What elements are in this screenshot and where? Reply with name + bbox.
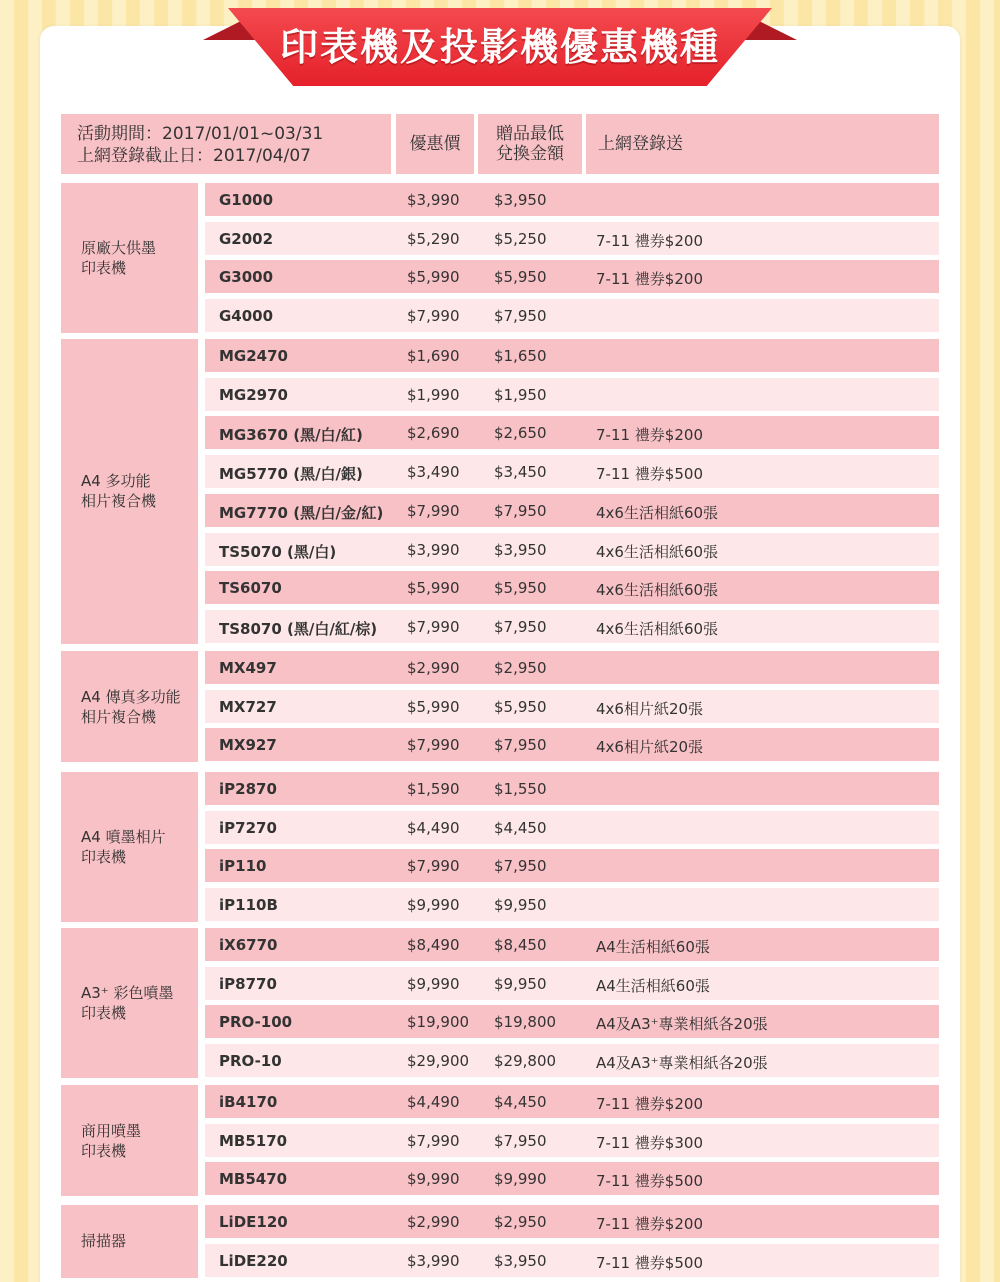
table-row: [205, 690, 939, 723]
gift-cell: 4x6相片紙20張: [596, 738, 704, 757]
gift-cell: 7-11 禮券$200: [596, 1215, 703, 1233]
model-cell: MG2970: [219, 385, 288, 404]
category-line1: 原廠大供墨: [81, 239, 157, 258]
model-cell: iP8770: [219, 974, 277, 993]
table-row: [205, 533, 939, 566]
table-row: [205, 888, 939, 921]
table-row: [205, 378, 939, 411]
gift-cell: A4生活相紙60張: [596, 938, 710, 956]
table-row: [205, 1162, 939, 1195]
model-cell: TS5070 (黑/白): [219, 542, 337, 561]
gift-cell: 7-11 禮券$500: [596, 465, 703, 484]
model-cell: iP110B: [219, 896, 278, 915]
model-cell: LiDE220: [219, 1251, 288, 1270]
table-row: [205, 849, 939, 882]
min-amount-cell: $3,950: [494, 1251, 547, 1270]
table-row: [205, 1124, 939, 1157]
min-amount-cell: $1,650: [494, 347, 547, 365]
model-cell: TS8070 (黑/白/紅/棕): [219, 619, 378, 638]
category-label: [61, 928, 198, 1078]
min-amount-cell: $9,950: [494, 974, 547, 993]
model-cell: MX927: [219, 736, 277, 755]
model-cell: iP7270: [219, 818, 277, 837]
table-row: [205, 928, 939, 961]
gift-cell: 4x6生活相紙60張: [596, 581, 719, 600]
header-price: 優惠價: [396, 114, 474, 174]
table-row: [205, 339, 939, 372]
category-line1: A4 噴墨相片: [81, 828, 166, 847]
price-cell: $3,990: [407, 540, 460, 559]
price-cell: $5,990: [407, 579, 460, 598]
category-line1: 商用噴墨: [81, 1121, 142, 1140]
min-amount-cell: $2,650: [494, 424, 547, 443]
gift-cell: 7-11 禮券$500: [596, 1253, 703, 1272]
category-line1: A4 傳真多功能: [81, 687, 181, 706]
category-line2: 相片複合機: [81, 707, 157, 726]
model-cell: MX727: [219, 697, 277, 716]
price-cell: $9,990: [407, 896, 460, 915]
price-cell: $4,490: [407, 818, 460, 837]
min-amount-cell: $4,450: [494, 818, 547, 837]
category-line2: 印表機: [81, 1141, 127, 1160]
table-row: [205, 811, 939, 844]
price-cell: $2,690: [407, 424, 460, 443]
price-cell: $7,990: [407, 736, 460, 755]
model-cell: iP2870: [219, 780, 277, 798]
price-cell: $3,990: [407, 191, 460, 209]
table-row: [205, 260, 939, 293]
model-cell: TS6070: [219, 579, 282, 598]
table-row: [205, 1205, 939, 1238]
category-line1: A4 多功能: [81, 472, 151, 491]
price-cell: $29,900: [407, 1052, 470, 1071]
price-cell: $7,990: [407, 617, 460, 636]
model-cell: MG3670 (黑/白/紅): [219, 426, 363, 445]
model-cell: PRO-10: [219, 1052, 282, 1071]
min-amount-cell: $2,950: [494, 659, 547, 677]
price-cell: $5,290: [407, 229, 460, 248]
model-cell: iP110: [219, 857, 267, 876]
price-cell: $7,990: [407, 501, 460, 520]
header-gift: 上網登錄送: [586, 114, 939, 174]
price-cell: $2,990: [407, 659, 460, 677]
price-cell: $3,990: [407, 1251, 460, 1270]
table-row: [205, 1005, 939, 1038]
campaign-period: [61, 114, 391, 174]
table-row: [205, 571, 939, 604]
category-label: [61, 183, 198, 333]
price-cell: $7,990: [407, 1131, 460, 1150]
price-cell: $8,490: [407, 936, 460, 954]
gift-cell: A4及A3⁺專業相紙各20張: [596, 1015, 768, 1034]
price-cell: $7,990: [407, 857, 460, 876]
gift-cell: 7-11 禮券$200: [596, 231, 703, 250]
page-title: 印表機及投影機優惠機種: [279, 25, 720, 69]
min-amount-cell: $3,950: [494, 540, 547, 559]
model-cell: G4000: [219, 307, 274, 326]
min-amount-cell: $9,950: [494, 896, 547, 915]
gift-cell: A4及A3⁺專業相紙各20張: [596, 1054, 768, 1073]
header-min-line1: 贈品最低: [496, 124, 564, 144]
model-cell: iX6770: [219, 936, 278, 954]
gift-cell: 4x6生活相紙60張: [596, 619, 719, 638]
gift-cell: 4x6生活相紙60張: [596, 542, 719, 561]
min-amount-cell: $5,950: [494, 579, 547, 598]
table-row: [205, 494, 939, 527]
category-line2: 相片複合機: [81, 492, 157, 511]
category-label: [61, 339, 198, 644]
min-amount-cell: $5,950: [494, 697, 547, 716]
category-line1: 掃描器: [81, 1232, 127, 1251]
category-label: [61, 1205, 198, 1278]
category-line2: 印表機: [81, 259, 127, 278]
category-label: [61, 772, 198, 922]
header-min-line2: 兌換金額: [496, 144, 564, 164]
table-row: [205, 772, 939, 805]
min-amount-cell: $29,800: [494, 1052, 557, 1071]
price-cell: $19,900: [407, 1013, 470, 1032]
category-line1: A3⁺ 彩色噴墨: [81, 984, 174, 1003]
model-cell: MG5770 (黑/白/銀): [219, 465, 363, 484]
table-row: [205, 1085, 939, 1118]
gift-cell: 7-11 禮券$200: [596, 426, 703, 445]
gift-cell: 7-11 禮券$200: [596, 270, 703, 289]
table-row: [205, 299, 939, 332]
min-amount-cell: $9,990: [494, 1170, 547, 1189]
min-amount-cell: $2,950: [494, 1213, 547, 1231]
table-row: [205, 1244, 939, 1277]
model-cell: PRO-100: [219, 1013, 293, 1032]
model-cell: MG7770 (黑/白/金/紅): [219, 503, 384, 522]
price-cell: $9,990: [407, 974, 460, 993]
period-line: 活動期間：2017/01/01~03/31: [77, 124, 324, 144]
min-amount-cell: $1,550: [494, 780, 547, 798]
gift-cell: 7-11 禮券$500: [596, 1172, 703, 1191]
min-amount-cell: $7,950: [494, 617, 547, 636]
min-amount-cell: $7,950: [494, 307, 547, 326]
price-cell: $1,590: [407, 780, 460, 798]
model-cell: G3000: [219, 268, 274, 287]
category-line2: 印表機: [81, 1004, 127, 1023]
min-amount-cell: $5,950: [494, 268, 547, 287]
table-row: [205, 1044, 939, 1077]
model-cell: iB4170: [219, 1093, 278, 1111]
model-cell: LiDE120: [219, 1213, 288, 1231]
table-row: [205, 728, 939, 761]
deadline-line: 上網登錄截止日：2017/04/07: [77, 146, 311, 166]
price-cell: $1,690: [407, 347, 460, 365]
category-label: [61, 1085, 198, 1196]
min-amount-cell: $7,950: [494, 736, 547, 755]
min-amount-cell: $7,950: [494, 501, 547, 520]
min-amount-cell: $4,450: [494, 1093, 547, 1111]
model-cell: MB5170: [219, 1131, 288, 1150]
min-amount-cell: $3,450: [494, 463, 547, 482]
gift-cell: A4生活相紙60張: [596, 976, 710, 995]
header-min-amount: [478, 114, 582, 174]
price-cell: $5,990: [407, 268, 460, 287]
gift-cell: 7-11 禮券$300: [596, 1133, 703, 1152]
price-cell: $9,990: [407, 1170, 460, 1189]
model-cell: G2002: [219, 229, 274, 248]
price-cell: $1,990: [407, 385, 460, 404]
min-amount-cell: $5,250: [494, 229, 547, 248]
table-row: [205, 651, 939, 684]
price-cell: $7,990: [407, 307, 460, 326]
min-amount-cell: $1,950: [494, 385, 547, 404]
model-cell: G1000: [219, 191, 274, 209]
min-amount-cell: $19,800: [494, 1013, 557, 1032]
min-amount-cell: $3,950: [494, 191, 547, 209]
price-cell: $2,990: [407, 1213, 460, 1231]
table-row: [205, 222, 939, 255]
model-cell: MX497: [219, 659, 277, 677]
model-cell: MB5470: [219, 1170, 288, 1189]
title-banner: [0, 0, 1000, 90]
min-amount-cell: $8,450: [494, 936, 547, 954]
price-cell: $5,990: [407, 697, 460, 716]
gift-cell: 7-11 禮券$200: [596, 1095, 703, 1113]
category-label: [61, 651, 198, 762]
table-row: [205, 967, 939, 1000]
price-cell: $3,490: [407, 463, 460, 482]
table-row: [205, 455, 939, 488]
min-amount-cell: $7,950: [494, 1131, 547, 1150]
category-line2: 印表機: [81, 848, 127, 867]
gift-cell: 4x6相片紙20張: [596, 699, 704, 718]
table-row: [205, 183, 939, 216]
model-cell: MG2470: [219, 347, 288, 365]
table-row: [205, 610, 939, 643]
min-amount-cell: $7,950: [494, 857, 547, 876]
gift-cell: 4x6生活相紙60張: [596, 503, 719, 522]
table-row: [205, 416, 939, 449]
price-cell: $4,490: [407, 1093, 460, 1111]
